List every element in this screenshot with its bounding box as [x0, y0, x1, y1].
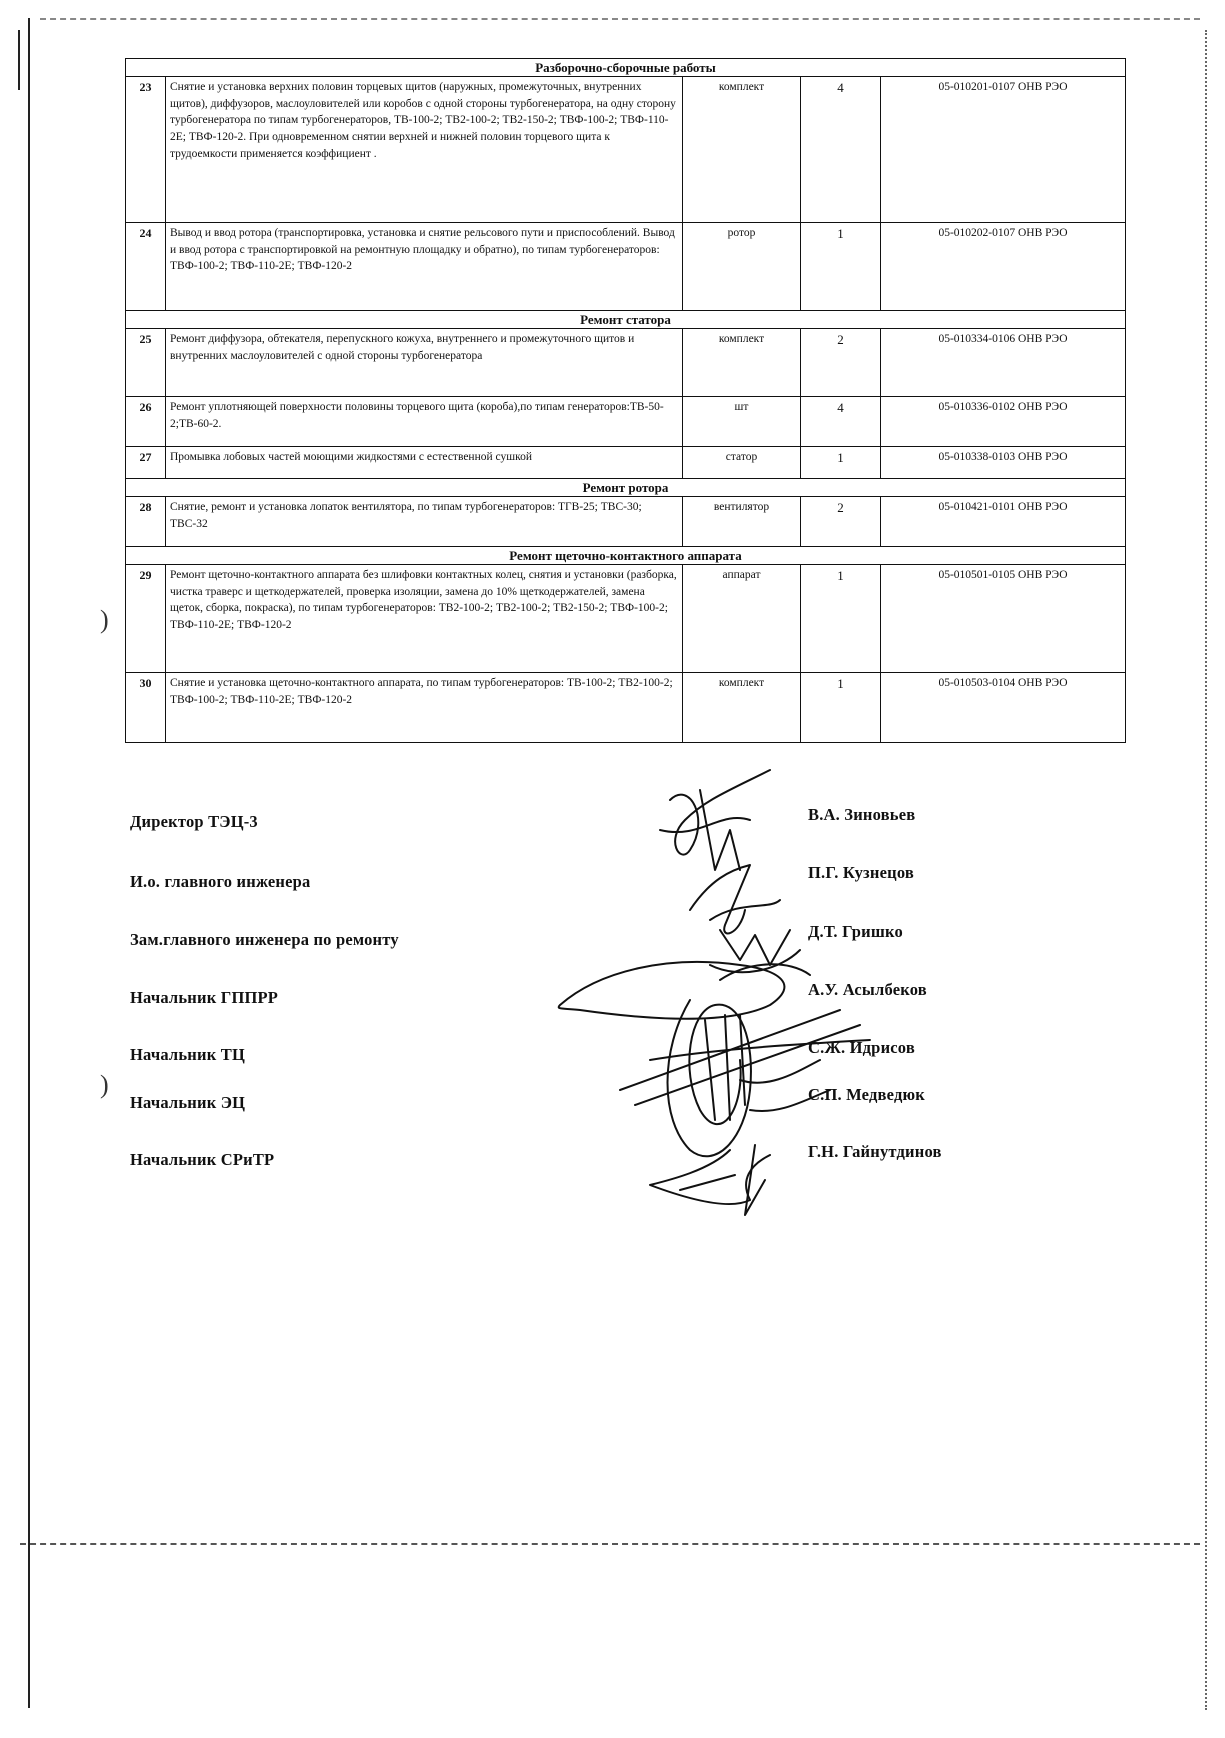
row-description: Вывод и ввод ротора (транспортировка, установка и снятие рельсового пути и приспособлений. Вывод и ввод ротора с транспортировкой на ремонтную площадку и обратно), по типам турбогенераторов: ТВФ-100-2; ТВФ-110-2Е; ТВФ-120-2: [166, 223, 683, 311]
row-description: Снятие и установка щеточно-контактного аппарата, по типам турбогенераторов: ТВ-100-2; ТВ2-100-2; ТВФ-100-2; ТВФ-110-2Е; ТВФ-120-2: [166, 673, 683, 743]
section-title: Ремонт статора: [126, 311, 1126, 329]
row-description: Снятие и установка верхних половин торцевых щитов (наружных, промежуточных, внутренних щитов), диффузоров, маслоуловителей или коробов с одной стороны турбогенератора, на одну сторону турбогенератора по типам турбогенераторов, ТВ-100-2; ТВ2-100-2; ТВ2-150-2; ТВФ-100-2; ТВФ-110-2Е; ТВФ-120-2. При одновременном снятии верхней и нижней половин торцевого щита к трудоемкости применяется коэффициент .: [166, 77, 683, 223]
row-quantity: 4: [801, 77, 881, 223]
signatory-name: А.У. Асылбеков: [808, 980, 927, 999]
row-unit: вентилятор: [683, 497, 801, 547]
signatory-name: С.Ж. Идрисов: [808, 1038, 915, 1057]
row-unit: комплект: [683, 673, 801, 743]
row-number: 27: [126, 447, 166, 479]
scan-paren-mark: ): [100, 605, 109, 634]
row-code: 05-010201-0107 ОНВ РЭО: [881, 77, 1126, 223]
row-number: 25: [126, 329, 166, 397]
scan-paren-mark: ): [100, 1070, 109, 1099]
row-unit: статор: [683, 447, 801, 479]
scan-dash-bottom: [20, 1543, 1200, 1545]
row-number: 30: [126, 673, 166, 743]
row-quantity: 2: [801, 497, 881, 547]
works-table: [125, 58, 1126, 743]
row-quantity: 1: [801, 447, 881, 479]
section-title: Ремонт щеточно-контактного аппарата: [126, 547, 1126, 565]
row-quantity: 1: [801, 223, 881, 311]
signatory-title: Начальник СРиТР: [130, 1150, 275, 1169]
table-row: [126, 329, 1126, 397]
signatory-name: Д.Т. Гришко: [808, 922, 903, 941]
signatory-title: Начальник ТЦ: [130, 1045, 245, 1064]
row-quantity: 1: [801, 673, 881, 743]
section-title: Разборочно-сборочные работы: [126, 59, 1126, 77]
section-title: Ремонт ротора: [126, 479, 1126, 497]
signatory-title: Начальник ГППРР: [130, 988, 279, 1007]
table-row: [126, 223, 1126, 311]
row-number: 29: [126, 565, 166, 673]
signatory-name: П.Г. Кузнецов: [808, 863, 914, 882]
scan-edge-left-inner: [18, 30, 20, 90]
row-quantity: 2: [801, 329, 881, 397]
row-code: 05-010202-0107 ОНВ РЭО: [881, 223, 1126, 311]
row-description: Ремонт диффузора, обтекателя, перепускного кожуха, внутреннего и промежуточного щитов и внутренних маслоуловителей с одной стороны турбогенератора: [166, 329, 683, 397]
row-number: 24: [126, 223, 166, 311]
row-code: 05-010503-0104 ОНВ РЭО: [881, 673, 1126, 743]
row-unit: ротор: [683, 223, 801, 311]
section-row: [126, 59, 1126, 77]
row-unit: аппарат: [683, 565, 801, 673]
row-number: 28: [126, 497, 166, 547]
signatory-title: Зам.главного инженера по ремонту: [130, 930, 399, 949]
scan-edge-left: [28, 18, 30, 1708]
row-unit: комплект: [683, 77, 801, 223]
table-row: [126, 565, 1126, 673]
row-description: Промывка лобовых частей моющими жидкостями с естественной сушкой: [166, 447, 683, 479]
row-code: 05-010421-0101 ОНВ РЭО: [881, 497, 1126, 547]
row-code: 05-010336-0102 ОНВ РЭО: [881, 397, 1126, 447]
row-quantity: 4: [801, 397, 881, 447]
scan-dash-top: [40, 18, 1200, 20]
signatory-name: Г.Н. Гайнутдинов: [808, 1142, 942, 1161]
signatory-name: С.П. Медведюк: [808, 1085, 926, 1104]
row-code: 05-010334-0106 ОНВ РЭО: [881, 329, 1126, 397]
signatory-name: В.А. Зиновьев: [808, 805, 916, 824]
row-code: 05-010501-0105 ОНВ РЭО: [881, 565, 1126, 673]
signatory-title: Начальник ЭЦ: [130, 1093, 246, 1112]
section-row: [126, 547, 1126, 565]
row-unit: шт: [683, 397, 801, 447]
table-row: [126, 397, 1126, 447]
row-quantity: 1: [801, 565, 881, 673]
signatory-title: И.о. главного инженера: [130, 872, 311, 891]
table-row: [126, 497, 1126, 547]
row-description: Снятие, ремонт и установка лопаток вентилятора, по типам турбогенераторов: ТГВ-25; ТВС-30; ТВС-32: [166, 497, 683, 547]
section-row: [126, 479, 1126, 497]
table-row: [126, 447, 1126, 479]
section-row: [126, 311, 1126, 329]
row-unit: комплект: [683, 329, 801, 397]
signatory-title: Директор ТЭЦ-3: [130, 812, 258, 831]
handwritten-signatures: [540, 760, 920, 1230]
row-number: 23: [126, 77, 166, 223]
scan-dots-right: [1205, 30, 1213, 1710]
row-description: Ремонт уплотняющей поверхности половины торцевого щита (короба),по типам генераторов:ТВ-50-2;ТВ-60-2.: [166, 397, 683, 447]
row-description: Ремонт щеточно-контактного аппарата без шлифовки контактных колец, снятия и установки (разборка, чистка траверс и щеткодержателей, проверка изоляции, замена до 10% щеткодержателей, замена щеток, сборка, покраска), по типам турбогенераторов: ТВ2-100-2; ТВ2-100-2; ТВ2-150-2; ТВФ-100-2; ТВФ-110-2Е; ТВФ-120-2: [166, 565, 683, 673]
table-row: [126, 77, 1126, 223]
table-row: [126, 673, 1126, 743]
row-code: 05-010338-0103 ОНВ РЭО: [881, 447, 1126, 479]
row-number: 26: [126, 397, 166, 447]
